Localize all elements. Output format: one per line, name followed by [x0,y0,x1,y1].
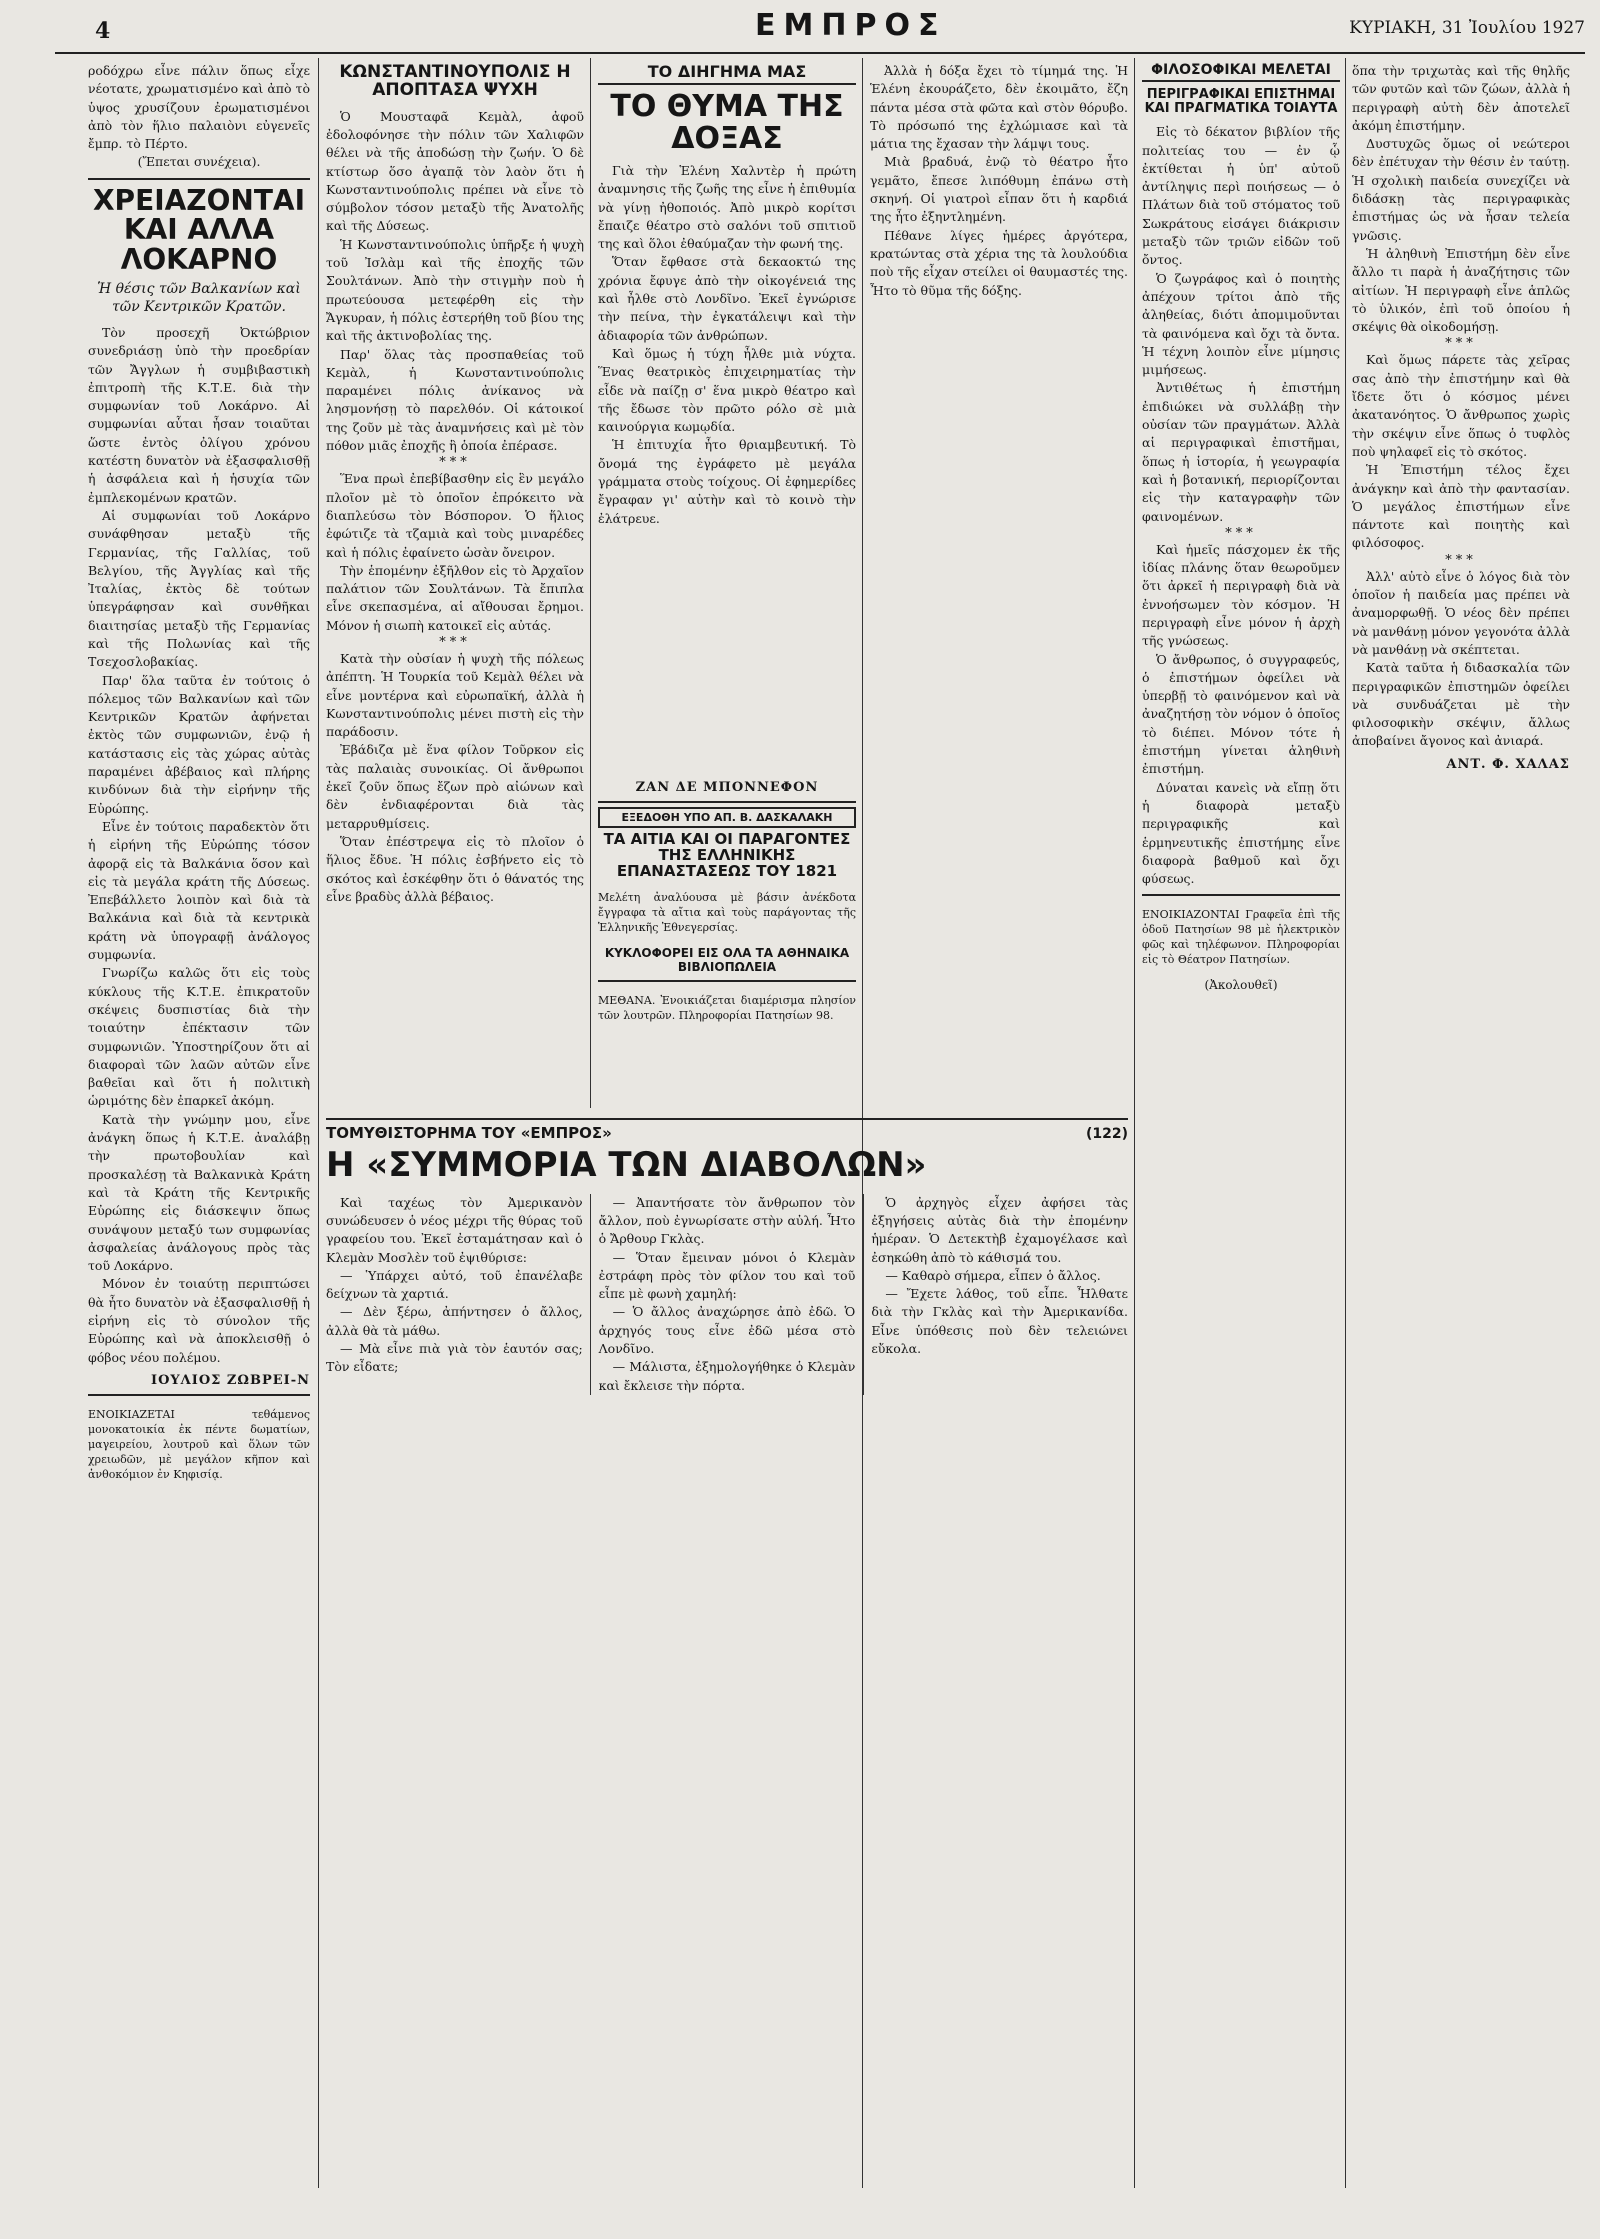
paragraph: Καὶ ἡμεῖς πάσχομεν ἐκ τῆς ἰδίας πλάνης ὅταν θεωροῦμεν ὅτι ἀρκεῖ ἡ περιγραφὴ διὰ νὰ ἐννοήσωμεν τὸν κόσμον. Ἡ περιγραφὴ εἶνε μόνον ἡ ἀρχὴ τῆς γνώσεως. [1142,541,1340,649]
paragraph: Ὁ ζωγράφος καὶ ὁ ποιητὴς ἀπέχουν τρίτοι ἀπὸ τῆς ἀληθείας, διότι ἀπομιμοῦνται τὰ φαινόμενα καὶ ὄχι τὰ ὄντα. Ἡ τέχνη λοιπὸν εἶνε μίμησις μιμήσεως. [1142,270,1340,378]
section-stars: *** [439,455,471,471]
section-stars: *** [1445,336,1477,352]
page-number: 4 [95,18,111,44]
paragraph: Ἡ Ἐπιστήμη τέλος ἔχει ἀνάγκην καὶ ἀπὸ τὴν φαντασίαν. Ὁ μεγάλος ἐπιστήμων εἶνε πάντοτε καὶ ποιητὴς καὶ φιλόσοφος. [1352,462,1570,551]
paragraph: Κατὰ τὴν οὐσίαν ἡ ψυχὴ τῆς πόλεως ἀπέπτη. Ἡ Τουρκία τοῦ Κεμὰλ θέλει νὰ εἶνε μοντέρνα καὶ εὐρωπαϊκή, ἀλλὰ ἡ Κωνσταντινούπολις μένει πιστὴ εἰς τὴν παράδοσιν. [326,651,584,740]
serial-header [326,1124,1128,1142]
paragraph: Κατὰ τὴν γνώμην μου, εἶνε ἀνάγκη ὅπως ἡ Κ.Τ.Ε. ἀναλάβῃ τὴν πρωτοβουλίαν καὶ προσκαλέσῃ τὰ Βαλκανικὰ Κράτη καὶ τὰ Κράτη τῆς Κεντρικῆς Εὐρώπης εἰς διάσκεψιν ὅπως συνάψουν μεταξύ των συμφωνίας ἀσφαλείας ἀνάλογους πρὸς τὰς τοῦ Λοκάρνο. [88,1111,310,1274]
column-divider [1345,58,1346,2188]
paragraph: Δύναται κανεὶς νὰ εἴπῃ ὅτι ἡ διαφορὰ μεταξὺ περιγραφικῆς καὶ ἑρμηνευτικῆς ἐπιστήμης εἶνε διαφορὰ βαθμοῦ καὶ ὄχι φύσεως. [1142,779,1340,887]
classified-ad: ΕΝΟΙΚΙΑΖΕΤΑΙ τεθάμενος μονοκατοικία ἐκ πέντε δωματίων, μαγειρείου, λουτροῦ καὶ ὅλων τῶν χρειωδῶν, μὲ μεγάλον κῆπον καὶ ἀνθοκόμιον ἐν Κηφισίᾳ. [88,1407,310,1481]
article-subhead: Ἡ θέσις τῶν Βαλκανίων καὶ τῶν Κεντρικῶν Κρατῶν. [97,280,301,315]
paragraph: — Ὁ ἄλλος ἀναχώρησε ἀπὸ ἐδῶ. Ὁ ἀρχηγός τους εἶνε ἐδῶ μέσα στὸ Λονδῖνο. [598,1304,856,1357]
paragraph: Εἶνε ἐν τούτοις παραδεκτὸν ὅτι ἡ εἰρήνη τῆς Εὐρώπης τόσον ἀφορᾷ εἰς τὰ Βαλκάνια ὅσον καὶ εἰς τὰ μεγάλα κράτη τῆς Δύσεως. Ἐπεβάλλετο λοιπὸν καὶ διὰ τὰ Βαλκάνια καὶ διὰ τὰ κεντρικὰ κράτη νὰ ὑπογραφῇ ἀνάλογος συμφωνία. [88,818,310,963]
paragraph: Παρ' ὅλας τὰς προσπαθείας τοῦ Κεμὰλ, ἡ Κωνσταντινούπολις παραμένει πόλις ἀνίκανος νὰ λησμονήσῃ τὸ παρελθόν. Οἱ κάτοικοί της ζοῦν μὲ τὰς ἀναμνήσεις καὶ μὲ τὸν πόθον μιᾶς ἐποχῆς ἣ ὁποία ἐπέρασε. [326,346,584,454]
serial-label: ΤΟΜΥΘΙΣΤΟΡΗΜΑ ΤΟΥ «ΕΜΠΡΟΣ» [326,1124,612,1142]
article-headline: ΠΕΡΙΓΡΑΦΙΚΑΙ ΕΠΙΣΤΗΜΑΙ ΚΑΙ ΠΡΑΓΜΑΤΙΚΑ ΤΟΙΑΥΤΑ [1144,87,1338,116]
paragraph: Αἱ συμφωνίαι τοῦ Λοκάρνο συνάφθησαν μεταξὺ τῆς Γερμανίας, τῆς Γαλλίας, τοῦ Βελγίου, τῆς Ἀγγλίας καὶ τῆς Ἰταλίας, ἐκτὸς δὲ τούτων ὑπεγράφησαν καὶ συνθῆκαι διαιτησίας μεταξὺ τῆς Γερμανίας καὶ τῆς Πολωνίας καὶ τῆς Τσεχοσλοβακίας. [88,507,310,670]
paragraph: Ἡ ἀληθινὴ Ἐπιστήμη δὲν εἶνε ἄλλο τι παρὰ ἡ ἀναζήτησις τῶν αἰτίων. Ἡ περιγραφὴ εἶνε ἁπλῶς τὸ ὑλικόν, ἐπὶ τοῦ ὁποίου ἡ σκέψις θὰ οἰκοδομήσῃ. [1352,245,1570,335]
paragraph: — Ἔχετε λάθος, τοῦ εἶπε. Ἦλθατε διὰ τὴν Γκλὰς καὶ τὴν Ἀμερικανίδα. Εἶνε ὑπόθεσις ποὺ δὲν τελειώνει εὔκολα. [871,1286,1128,1357]
continued-text: ροδόχρω εἶνε πάλιν ὅπως εἶχε νέοτατε, χρωματισμένο καὶ ἀπὸ τὸ ὑψος χρυσίζουν ἐρωματισμένοι ἀπὸ τὸν ἥλιο παλαιὸνι εὐγενεῖς ἔμπρ. τὸ Πέρτο. [88,63,310,152]
newspaper-name: ΕΜΠΡΟΣ [755,8,947,43]
column-philosophy [1142,62,1340,2188]
serial-installment: (122) [1085,1126,1128,1142]
paragraph: — Καθαρὸ σήμερα, εἶπεν ὁ ἄλλος. [885,1267,1101,1283]
paragraph: — Μὰ εἶνε πιὰ γιὰ τὸν ἑαυτόν σας; Τὸν εἶδατε; [326,1341,583,1375]
section-label: ΤΟ ΔΙΗΓΗΜΑ ΜΑΣ [598,62,856,85]
author-signature: ΙΟΥΛΙΟΣ ΖΩΒΡΕΙ-Ν [151,1372,310,1388]
paragraph: Γιὰ τὴν Ἑλένη Χαλντὲρ ἡ πρώτη ἀναμνησις τῆς ζωῆς της εἶνε ἡ ἐπιθυμία νὰ γίνῃ ἠθοποιός. Ἀπὸ μικρὸ κορίτσι ἔπαιζε θέατρο στὸ σαλόνι τοῦ σπιτιοῦ της καὶ ὅλοι ἐθαύμαζαν τὴν φωνή της. [598,163,856,252]
paragraph: Καὶ ὅμως πάρετε τὰς χεῖρας σας ἀπὸ τὴν ἐπιστήμην καὶ θὰ ἴδετε ὅτι ὁ κόσμος μένει ἀκατανόητος. Ὁ ἄνθρωπος χωρὶς τὴν σκέψιν εἶνε ὅπως ὁ τυφλὸς ποὺ ψηλαφεῖ εἰς τὸ σκότος. [1352,352,1570,459]
column-story-right [870,62,1128,1110]
column-divider [590,58,591,1108]
masthead-rule [55,52,1585,54]
serial-novel [326,1124,1128,2188]
book-advertisement [598,780,856,1110]
masthead [55,6,1585,50]
paragraph: Ὁ ἀρχηγὸς εἶχεν ἀφήσει τὰς ἐξηγήσεις αὐτὰς διὰ τὴν ἐπομένην ἡμέραν. Ὁ Δετεκτὴβ ἐχαμογέλασε καὶ ἐσηκώθη ἀπὸ τὸ κάθισμά του. [871,1194,1128,1265]
serial-top-rule [326,1118,1128,1120]
paragraph: Ἡ Κωνσταντινούπολις ὑπῆρξε ἡ ψυχὴ τοῦ Ἰσλὰμ καὶ τῆς ἐποχῆς τῶν Σουλτάνων. Ἀπὸ τὴν στιγμὴν ποὺ ἡ πρωτεύουσα μετεφέρθη εἰς τὴν Ἄγκυραν, ἡ πόλις ἐστερήθη τοῦ βίου της καὶ τῆς ἀκτινοβολίας της. [326,236,584,344]
section-stars: *** [1445,552,1477,568]
separator [88,178,310,180]
book-description: Μελέτη ἀναλύουσα μὲ βάσιν ἀνέκδοτα ἔγγραφα τὰ αἴτια καὶ τοὺς παράγοντας τῆς Ἑλληνικῆς Ἐθνεγερσίας. [598,891,856,935]
classified-ad: ΕΝΟΙΚΙΑΖΟΝΤΑΙ Γραφεῖα ἐπὶ τῆς ὁδοῦ Πατησίων 98 μὲ ἡλεκτρικὸν φῶς καὶ τηλέφωνον. Πληροφορίαι εἰς τὸ Θέατρον Πατησίων. [1142,908,1340,967]
book-title: ΤΑ ΑΙΤΙΑ ΚΑΙ ΟΙ ΠΑΡΑΓΟΝΤΕΣ ΤΗΣ ΕΛΛΗΝΙΚΗΣ ΕΠΑΝΑΣΤΑΣΕΩΣ ΤΟΥ 1821 [603,830,851,880]
paragraph: Ἀλλὰ ἡ δόξα ἔχει τὸ τίμημά της. Ἡ Ἑλένη ἐκουράζετο, δὲν ἐκοιμᾶτο, ἔζη πάντα μέσα στὰ φῶτα καὶ στὸν θόρυβο. Τὸ πρόσωπό της ἐχλώμιασε καὶ τὰ μάτια της ἔχασαν τὴν λάμψι τους. [870,63,1128,152]
continued-note: (Ἔπεται συνέχεια). [137,154,261,170]
separator [598,980,856,982]
serial-title: Η «ΣΥΜΜΟΡΙΑ ΤΩΝ ΔΙΑΒΟΛΩΝ» [326,1145,927,1185]
paragraph: Τὴν ἑπομένην ἐξῆλθον εἰς τὸ Ἀρχαῖον παλάτιον τῶν Σουλτάνων. Τὰ ἔπιπλα εἶνε σκεπασμένα, αἱ αἴθουσαι ἔρημοι. Μόνον ἡ σιωπὴ κατοικεῖ εἰς αὐτάς. [326,562,584,633]
paragraph: Ἀλλ' αὐτὸ εἶνε ὁ λόγος διὰ τὸν ὁποῖον ἡ παιδεία μας πρέπει νὰ ἀναμορφωθῇ. Ὁ νέος δὲν πρέπει νὰ μανθάνῃ μόνον γεγονότα ἀλλὰ νὰ μανθάνῃ νὰ σκέπτεται. [1352,568,1570,657]
issue-date: ΚΥΡΙΑΚΗ, 31 Ἰουλίου 1927 [1349,18,1585,38]
paragraph: — Ὅταν ἔμειναν μόνοι ὁ Κλεμὰν ἐστράφη πρὸς τὸν φίλον του καὶ τοῦ εἶπε μὲ φωνὴ χαμηλή: [598,1249,856,1302]
paragraph: Ὁ ἄνθρωπος, ὁ συγγραφεύς, ὁ ἐπιστήμων ὀφείλει νὰ ὑπερβῇ τὸ φαινόμενον καὶ νὰ ἀναζητήσῃ τὸν νόμον ὁ ὁποῖος τὸ διέπει. Μόνον τότε ἡ ἐπιστήμη γίνεται ἀληθινὴ ἐπιστήμη. [1142,651,1340,777]
book-availability: ΚΥΚΛΟΦΟΡΕΙ ΕΙΣ ΟΛΑ ΤΑ ΑΘΗΝΑΙΚΑ ΒΙΒΛΙΟΠΩΛΕΙΑ [604,946,850,975]
section-label: ΦΙΛΟΣΟΦΙΚΑΙ ΜΕΛΕΤΑΙ [1142,62,1340,82]
paragraph: — Ὑπάρχει αὐτό, τοῦ ἐπανέλαβε δείχνων τὰ χαρτιά. [326,1267,583,1302]
paragraph: Ὅταν ἐπέστρεψα εἰς τὸ πλοῖον ὁ ἥλιος ἔδυε. Ἡ πόλις ἐσβήνετο εἰς τὸ σκότος καὶ ἐσκέφθην ὅτι ὁ θάνατός της εἶνε βραδὺς ἀλλὰ βέβαιος. [326,833,584,904]
separator [1142,894,1340,896]
paragraph: Πέθανε λίγες ἡμέρες ἀργότερα, κρατώντας στὰ χέρια της τὰ λουλούδια ποὺ τῆς εἶχαν στείλει οἱ θαυμαστές της. Ἦτο τὸ θῦμα τῆς δόξης. [870,227,1128,298]
author-signature: ΑΝΤ. Φ. ΧΑΛΑΣ [1446,756,1570,772]
section-stars: *** [1225,525,1257,541]
column-divider [318,58,319,2188]
serial-body [326,1194,1128,1395]
paragraph: ὅπα τὴν τριχωτὰς καὶ τῆς θηλῆς τῶν φυτῶν καὶ τῶν ζώων, ἀλλὰ ἡ περιγραφὴ αὐτὴ δὲν ἀποτελεῖ ἀκόμη ἐπιστήμην. [1352,63,1570,133]
column-philosophy-cont [1352,62,1570,2188]
column-constantinople [326,62,584,1110]
paragraph: Ὁ Μουσταφᾶ Κεμὰλ, ἀφοῦ ἐδολοφόνησε τὴν πόλιν τῶν Χαλιφῶν θέλει νὰ τῆς ἀποδώσῃ τὴν ζωήν. Ὁ δὲ κτίστωρ ὅσο ἀγαπᾷ τὸν λαὸν ὅτι ἡ Κωνσταντινούπολις πρέπει νὰ εἶνε τὸ σύμβολον τόσον μεταξὺ τῆς Ἀνατολῆς καὶ τῆς Δύσεως. [326,108,584,234]
article-headline: ΧΡΕΙΑΖΟΝΤΑΙ ΚΑΙ ΑΛΛΑ ΛΟΚΑΡΝΟ [92,183,306,276]
paragraph: Ἀντιθέτως ἡ ἐπιστήμη ἐπιδιώκει νὰ συλλάβῃ τὴν οὐσίαν τῶν πραγμάτων. Ἀλλὰ αἱ περιγραφικαὶ ἐπιστῆμαι, ὅπως ἡ ἱστορία, ἡ γεωγραφία καὶ ἡ βοτανική, περιορίζονται εἰς τὴν καταγραφὴν τῶν φαινομένων. [1142,380,1340,524]
paragraph: — Ἀπαντήσατε τὸν ἄνθρωπον τὸν ἄλλον, ποὺ ἐγνωρίσατε στὴν αὐλή. Ἦτο ὁ Ἄρθουρ Γκλὰς. [598,1194,856,1247]
paragraph: Κατὰ ταῦτα ἡ διδασκαλία τῶν περιγραφικῶν ἐπιστημῶν ὀφείλει νὰ συνδυάζεται μὲ τὴν φιλοσοφικὴν σκέψιν, ἄλλως ἀποβαίνει ἄγονος καὶ ἀνιαρά. [1352,660,1570,749]
paragraph: Γνωρίζω καλῶς ὅτι εἰς τοὺς κύκλους τῆς Κ.Τ.Ε. ἐπικρατοῦν σκέψεις δυσπιστίας διὰ τὴν τοιαύτην ἐπέκτασιν τῶν συμφωνιῶν. Ὑποστηρίζουν ὅτι αἱ διαφοραὶ τῶν λαῶν αὐτῶν εἶνε βαθεῖαι καὶ ὅτι ἡ πολιτικὴ ὡριμότης δὲν ἐπαρκεῖ ἀκόμη. [88,965,310,1109]
paragraph: Παρ' ὅλα ταῦτα ἐν τούτοις ὁ πόλεμος τῶν Βαλκανίων καὶ τῶν Κεντρικῶν Κρατῶν ἀφήνεται ἐκτὸς τῶν συμφωνιῶν, ἐνῷ ἡ κατάστασις εἰς τὰς χώρας αὐτὰς παραμένει ἀβέβαιος καὶ πλήρης κινδύνων διὰ τὴν εἰρήνην τῆς Εὐρώπης. [88,672,310,816]
section-stars: *** [439,635,471,650]
paragraph: — Μάλιστα, ἐξημολογήθηκε ὁ Κλεμὰν καὶ ἔκλεισε τὴν πόρτα. [598,1359,856,1393]
paragraph: Δυστυχῶς ὅμως οἱ νεώτεροι δὲν ἐπέτυχαν τὴν θέσιν ἐν ταύτῃ. Ἡ σχολικὴ παιδεία συνεχίζει νὰ διδάσκῃ τὰς περιγραφικὰς ἐπιστήμας ὡς νὰ ἦσαν τελεία γνῶσις. [1352,136,1570,243]
column-divider [1134,58,1135,2188]
continued-note: (Ἀκολουθεῖ) [1204,978,1278,993]
paragraph: Εἰς τὸ δέκατον βιβλίον τῆς πολιτείας του — ἐν ᾧ ἐκτίθεται ἡ ὑπ' αὐτοῦ ἀντίληψις περὶ ποιήσεως — ὁ Πλάτων διὰ τοῦ στόματος τοῦ Σωκράτους εἰσάγει διάκρισιν μεταξὺ τῶν τριῶν εἰδῶν τοῦ ὄντος. [1142,124,1340,268]
paragraph: Καὶ ταχέως τὸν Ἀμερικανὸν συνώδευσεν ὁ νέος μέχρι τῆς θύρας τοῦ γραφείου του. Ἐκεῖ ἐσταμάτησαν καὶ ὁ Κλεμὰν Μοσλὲν τοῦ ἐψιθύρισε: [326,1194,583,1265]
paragraph: Ὅταν ἔφθασε στὰ δεκαοκτώ της χρόνια ἔφυγε ἀπὸ τὴν οἰκογένειά της καὶ ἦλθε στὸ Λονδῖνο. Ἐκεῖ ἐγνώρισε τὴν πείνα, τὴν ἐγκατάλειψι καὶ τὴν ἀδιαφορία τῶν ἀνθρώπων. [598,254,856,343]
article-headline: ΤΟ ΘΥΜΑ ΤΗΣ ΔΟΞΑΣ [610,89,844,156]
classified-ad: ΜΕΘΑΝΑ. Ἐνοικιάζεται διαμέρισμα πλησίον τῶν λουτρῶν. Πληροφορίαι Πατησίων 98. [598,994,856,1023]
column-lokarno [88,62,310,2192]
book-publisher: ΕΞΕΔΟΘΗ ΥΠΟ ΑΠ. Β. ΔΑΣΚΑΛΑΚΗ [598,807,856,828]
paragraph: Μόνον ἐν τοιαύτῃ περιπτώσει θὰ ἦτο δυνατὸν νὰ ἐξασφαλισθῇ ἡ εἰρήνη εἰς τὸ σύνολον τῆς Εὐρώπης καὶ νὰ ἀποκλεισθῇ ὁ φόβος νέου πολέμου. [88,1276,310,1365]
paragraph: Ἕνα πρωὶ ἐπεβίβασθην εἰς ἓν μεγάλο πλοῖον μὲ τὸ ὁποῖον ἐπρόκειτο νὰ διαπλεύσω τὸν Βόσπορον. Ὁ ἥλιος ἐφώτιζε τὰ τζαμιὰ καὶ τοὺς μιναρέδες καὶ ἡ πόλις ἐφαίνετο ὡσὰν ὄνειρον. [326,471,584,560]
paragraph: Ἐβάδιζα μὲ ἕνα φίλον Τοῦρκον εἰς τὰς παλαιὰς συνοικίας. Οἱ ἄνθρωποι ἐκεῖ ζοῦν ὅπως ἔζων πρὸ αἰώνων καὶ δὲν ἐνδιαφέρονται διὰ τὰς μεταρρυθμίσεις. [326,742,584,831]
paragraph: Μιὰ βραδυά, ἐνῷ τὸ θέατρο ἦτο γεμᾶτο, ἔπεσε λιπόθυμη ἐπάνω στὴ σκηνή. Οἱ γιατροὶ εἶπαν ὅτι ἡ καρδιά της ἦτο ἐξηντλημένη. [870,154,1128,225]
paragraph: Τὸν προσεχῆ Ὀκτώβριον συνεδριάσῃ ὑπὸ τὴν προεδρίαν τῶν Ἄγγλων ἡ συμβιβαστικὴ ἐπιτροπὴ τῆς Κ.Τ.Ε. διὰ τὴν συμφωνίαν τοῦ Λοκάρνο. Αἱ συμφωνίαι αὗται ἦσαν τοιαῦται ὥστε ἐντὸς ὀλίγου χρόνου κατέστη δυνατὸν νὰ ἐξασφαλισθῇ ἡ ἀσφάλεια καὶ ἡ ἡσυχία τῶν ἐμπλεκομένων κρατῶν. [88,324,310,505]
separator [88,1394,310,1396]
paragraph: Καὶ ὅμως ἡ τύχη ἦλθε μιὰ νύχτα. Ἕνας θεατρικὸς ἐπιχειρηματίας τὴν εἶδε νὰ παίζῃ σ' ἕνα μικρὸ θέατρο καὶ τῆς ἔδωσε τὸν πρῶτο ρόλο σὲ μιὰ καινούργια κωμῳδία. [598,345,856,435]
paragraph: — Δὲν ξέρω, ἀπήντησεν ὁ ἄλλος, ἀλλὰ θὰ τὰ μάθω. [326,1304,583,1338]
column-story-left [598,62,856,772]
paragraph: Ἡ ἐπιτυχία ἦτο θριαμβευτική. Τὸ ὄνομά της ἐγράφετο μὲ μεγάλα γράμματα στοὺς τοίχους. Οἱ ἐφημερίδες ἔγραφαν γι' αὐτὴν καὶ τὸ κοινὸ τὴν ἐλάτρευε. [598,437,856,526]
separator [598,801,856,803]
article-headline: ΚΩΝΣΤΑΝΤΙΝΟΥΠΟΛΙΣ Η ΑΠΟΠΤΑΣΑ ΨΥΧΗ [339,62,571,100]
author-signature: ΖΑΝ ΔΕ ΜΠΟΝΝΕΦΟΝ [635,780,819,795]
